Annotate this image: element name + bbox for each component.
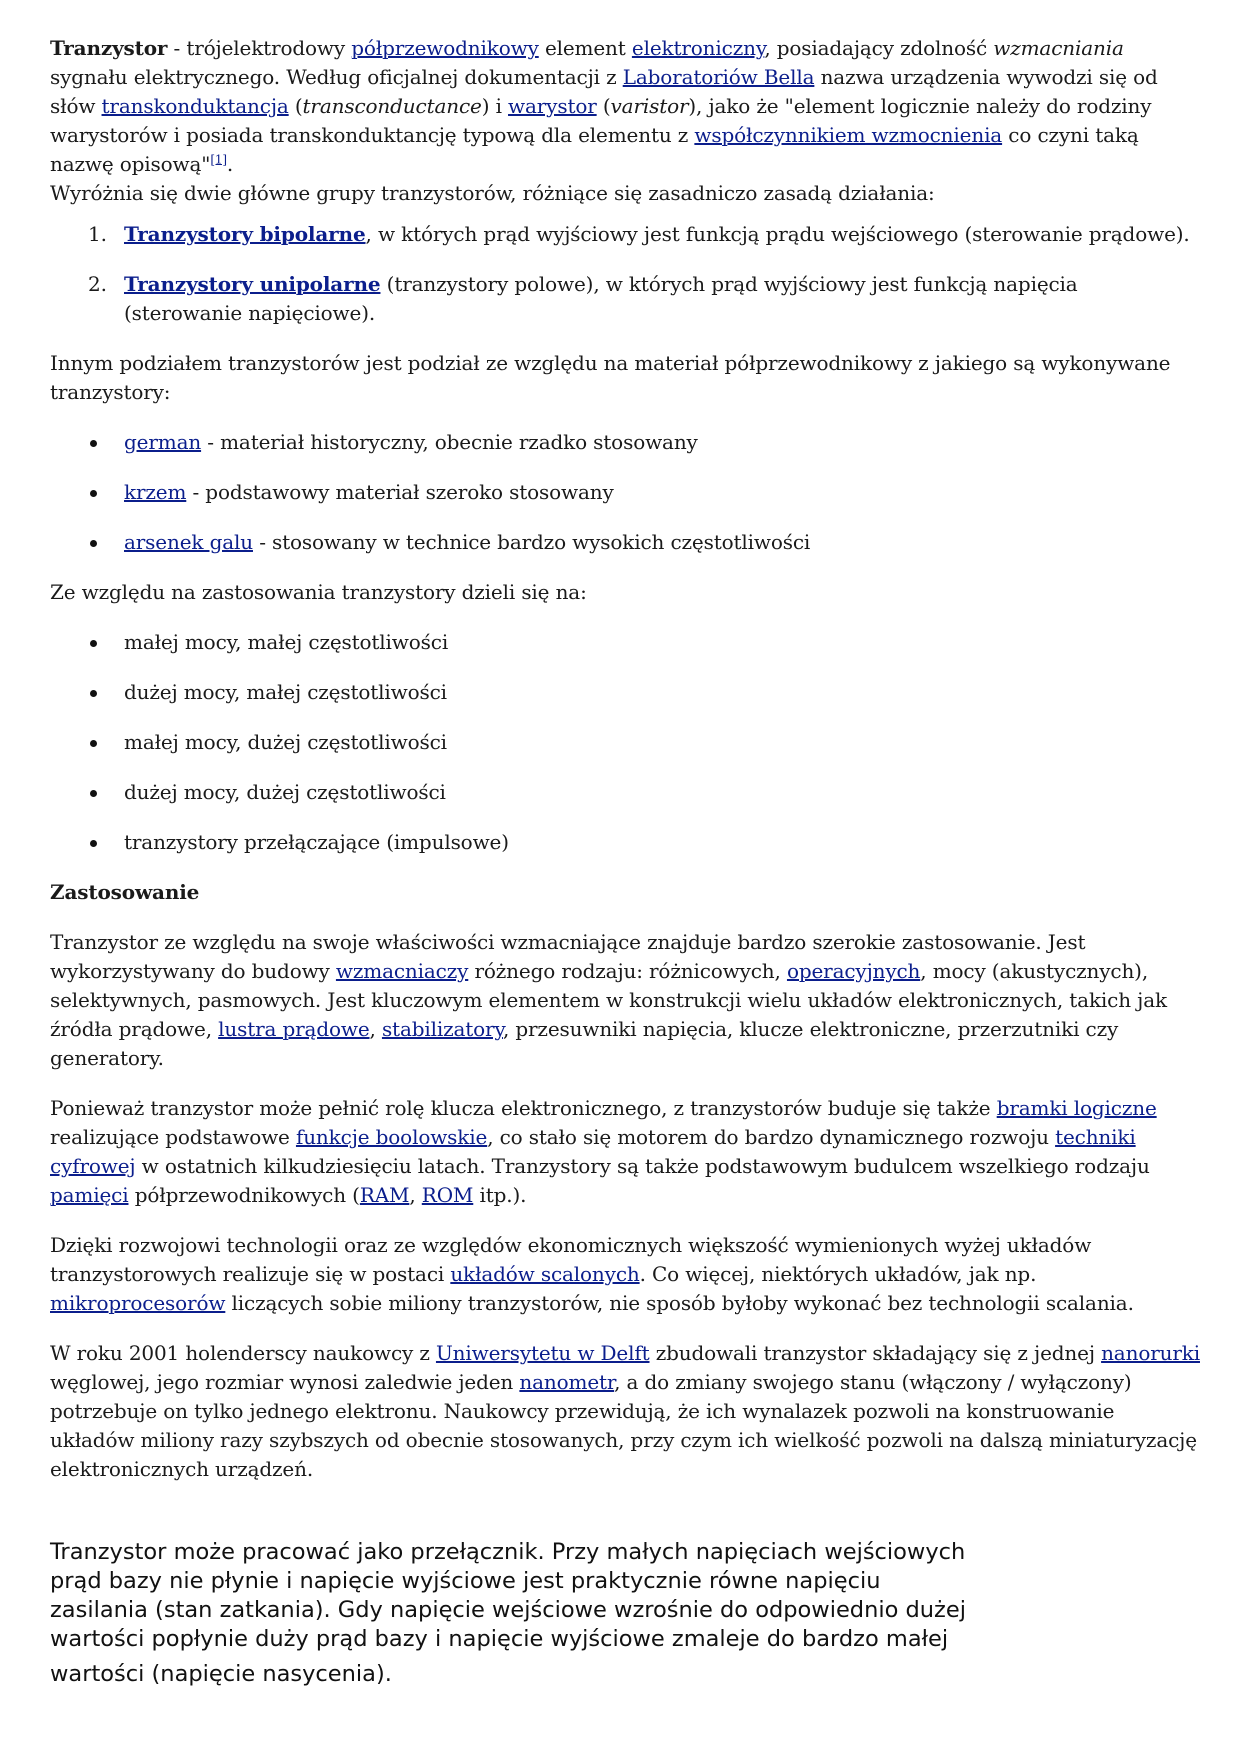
list-item: [50, 270, 1200, 328]
link-uklady-scalone[interactable]: układów scalonych: [450, 1262, 640, 1286]
text-span: ) i: [481, 94, 509, 118]
text-span: , posiadający zdolność: [764, 36, 994, 60]
text-span: sygnału elektrycznego. Według oficjalnej dokumentacji z: [50, 65, 623, 89]
switch-note-line: zasilania (stan zatkania). Gdy napięcie wejściowe wzrośnie do odpowiednio dużej: [50, 1597, 966, 1623]
text-span: - materiał historyczny, obecnie rzadko stosowany: [201, 430, 698, 454]
list-item: dużej mocy, dużej częstotliwości: [50, 778, 1200, 807]
list-item: [50, 220, 1200, 249]
switch-note-line: prąd bazy nie płynie i napięcie wyjściowe jest praktycznie równe napięciu: [50, 1568, 881, 1594]
link-german[interactable]: german: [124, 430, 202, 454]
link-funkcje-boolowskie[interactable]: funkcje boolowskie: [295, 1125, 488, 1149]
list-item: [50, 428, 1200, 457]
text-span: , co stało się motorem do bardzo dynamicznego rozwoju: [487, 1125, 1056, 1149]
link-wzmacniaczy[interactable]: wzmacniaczy: [335, 959, 469, 983]
switch-note-line: wartości popłynie duży prąd bazy i napięcie wyjściowe zmaleje do bardzo małej: [50, 1626, 949, 1652]
text-span: Tranzystor ze względu na swoje właściwości wzmacniające znajduje bardzo szerokie zastosowanie. Jest wykorzystywany do budowy: [50, 930, 1086, 983]
text-span: nazwa urządzenia wywodzi się od słów: [50, 65, 1158, 118]
text-span: realizujące podstawowe: [50, 1125, 296, 1149]
list-number: 1.: [88, 222, 107, 246]
link-operacyjnych[interactable]: operacyjnych: [786, 959, 921, 983]
uses-intro: Ze względu na zastosowania tranzystory dzieli się na:: [50, 580, 587, 604]
text-span: (: [596, 94, 611, 118]
link-nanorurki[interactable]: nanorurki: [1101, 1341, 1200, 1365]
link-mikroprocesory[interactable]: mikroprocesorów: [50, 1291, 226, 1315]
section-heading-zastosowanie: Zastosowanie: [50, 880, 200, 904]
text-span: węglowej, jego rozmiar wynosi zaledwie jeden: [50, 1370, 520, 1394]
link-wspolczynnik-wzmocnienia[interactable]: współczynnikiem wzmocnienia: [694, 123, 1003, 147]
section-paragraph-4: [50, 1339, 1200, 1484]
switch-note: [50, 1538, 1200, 1689]
text-span: ,: [369, 1017, 382, 1041]
text-span: ,: [409, 1183, 422, 1207]
list-item: tranzystory przełączające (impulsowe): [50, 828, 1200, 857]
text-span: ), jako że "element logicznie należy do rodziny warystorów i posiada transkonduktancję typową dla elementu z: [50, 94, 1152, 147]
list-item: małej mocy, dużej częstotliwości: [50, 728, 1200, 757]
link-tranzystory-unipolarne[interactable]: Tranzystory unipolarne: [124, 272, 381, 296]
list-item: [50, 528, 1200, 557]
link-techniki-cyfrowej[interactable]: techniki cyfrowej: [50, 1125, 1136, 1178]
switch-note-line: wartości (napięcie nasycenia).: [50, 1661, 392, 1687]
emphasis-varistor: varistor: [610, 94, 689, 118]
link-rom[interactable]: ROM: [421, 1183, 474, 1207]
text-span: , przesuwniki napięcia, klucze elektroniczne, przerzutniki czy generatory.: [50, 1017, 1119, 1070]
list-item: dużej mocy, małej częstotliwości: [50, 678, 1200, 707]
text-span: W roku 2001 holenderscy naukowcy z: [50, 1341, 436, 1365]
text-span: - podstawowy materiał szeroko stosowany: [186, 480, 614, 504]
link-laboratoria-bella[interactable]: Laboratoriów Bella: [622, 65, 815, 89]
link-arsenek-galu[interactable]: arsenek galu: [124, 530, 253, 554]
text-span: , mocy (akustycznych), selektywnych, pasmowych. Jest kluczowym elementem w konstrukcji wielu układów elektronicznych, takich jak źródła prądowe,: [50, 959, 1167, 1041]
link-warystor[interactable]: warystor: [508, 94, 597, 118]
link-bramki-logiczne[interactable]: bramki logiczne: [996, 1096, 1157, 1120]
text-span: półprzewodnikowych (: [128, 1183, 360, 1207]
text-span: różnego rodzaju: różnicowych,: [468, 959, 787, 983]
emphasis-transconductance: transconductance: [302, 94, 482, 118]
footnote-ref-1[interactable]: [1]: [210, 152, 227, 167]
switch-note-line: Tranzystor może pracować jako przełącznik. Przy małych napięciach wejściowych: [50, 1539, 966, 1565]
emphasis-wzmacniania: wzmacniania: [993, 36, 1124, 60]
link-tranzystory-bipolarne[interactable]: Tranzystory bipolarne: [124, 222, 366, 246]
link-krzem[interactable]: krzem: [124, 480, 187, 504]
text-span: itp.).: [473, 1183, 527, 1207]
link-elektroniczny[interactable]: elektroniczny: [631, 36, 765, 60]
transistor-groups-list: [50, 220, 1200, 328]
list-item: małej mocy, małej częstotliwości: [50, 628, 1200, 657]
link-stabilizatory[interactable]: stabilizatory: [381, 1017, 503, 1041]
section-paragraph-2: [50, 1094, 1200, 1210]
text-span: Ponieważ tranzystor może pełnić rolę klucza elektronicznego, z tranzystorów buduje się także: [50, 1096, 997, 1120]
link-pamieci[interactable]: pamięci: [50, 1183, 129, 1207]
text-span: liczących sobie miliony tranzystorów, nie sposób byłoby wykonać bez technologii scalania.: [225, 1291, 1134, 1315]
list-item: [50, 478, 1200, 507]
link-nanometr[interactable]: nanometr: [519, 1370, 615, 1394]
materials-list: [50, 428, 1200, 557]
text-span: (tranzystory polowe), w których prąd wyjściowy jest funkcją napięcia (sterowanie napięciowe).: [124, 272, 1078, 325]
list-number: 2.: [88, 272, 107, 296]
intro-paragraph: [50, 34, 1200, 179]
groups-intro: Wyróżnia się dwie główne grupy tranzystorów, różniące się zasadniczo zasadą działania:: [50, 181, 935, 205]
link-uniwersytet-delft[interactable]: Uniwersytetu w Delft: [435, 1341, 650, 1365]
uses-list: [50, 628, 1200, 857]
text-span: - trójelektrodowy: [167, 36, 352, 60]
text-span: zbudowali tranzystor składający się z jednej: [649, 1341, 1102, 1365]
link-ram[interactable]: RAM: [359, 1183, 410, 1207]
article-body: [50, 34, 1200, 1505]
text-span: Dzięki rozwojowi technologii oraz ze względów ekonomicznych większość wymienionych wyżej układów tranzystorowych realizuje się w postaci: [50, 1233, 1092, 1286]
link-transkonduktancja[interactable]: transkonduktancja: [101, 94, 289, 118]
section-paragraph-3: [50, 1231, 1200, 1318]
text-span: , a do zmiany swojego stanu (włączony / wyłączony) potrzebuje on tylko jednego elektronu. Naukowcy przewidują, że ich wynalazek pozwoli na konstruowanie układów miliony razy szybszych od obecnie stosowanych, przy czym ich wielkość pozwoli na dalszą miniaturyzację elektronicznych urządzeń.: [50, 1370, 1197, 1481]
text-span: (: [288, 94, 303, 118]
section-paragraph-1: [50, 928, 1200, 1073]
text-span: . Co więcej, niektórych układów, jak np.: [639, 1262, 1037, 1286]
text-span: - stosowany w technice bardzo wysokich częstotliwości: [252, 530, 811, 554]
text-span: .: [226, 152, 234, 176]
link-polprzewodnikowy[interactable]: półprzewodnikowy: [351, 36, 539, 60]
text-span: , w których prąd wyjściowy jest funkcją prądu wejściowego (sterowanie prądowe).: [365, 222, 1190, 246]
text-span: element: [538, 36, 632, 60]
text-span: co czyni taką nazwę opisową": [50, 123, 1139, 176]
term-heading: Tranzystor: [50, 36, 168, 60]
text-span: w ostatnich kilkudziesięciu latach. Tranzystory są także podstawowym budulcem wszelkiego rodzaju: [135, 1154, 1150, 1178]
materials-intro: Innym podziałem tranzystorów jest podział ze względu na materiał półprzewodnikowy z jakiego są wykonywane tranzystory:: [50, 351, 1171, 404]
link-lustra-pradowe[interactable]: lustra prądowe: [218, 1017, 370, 1041]
